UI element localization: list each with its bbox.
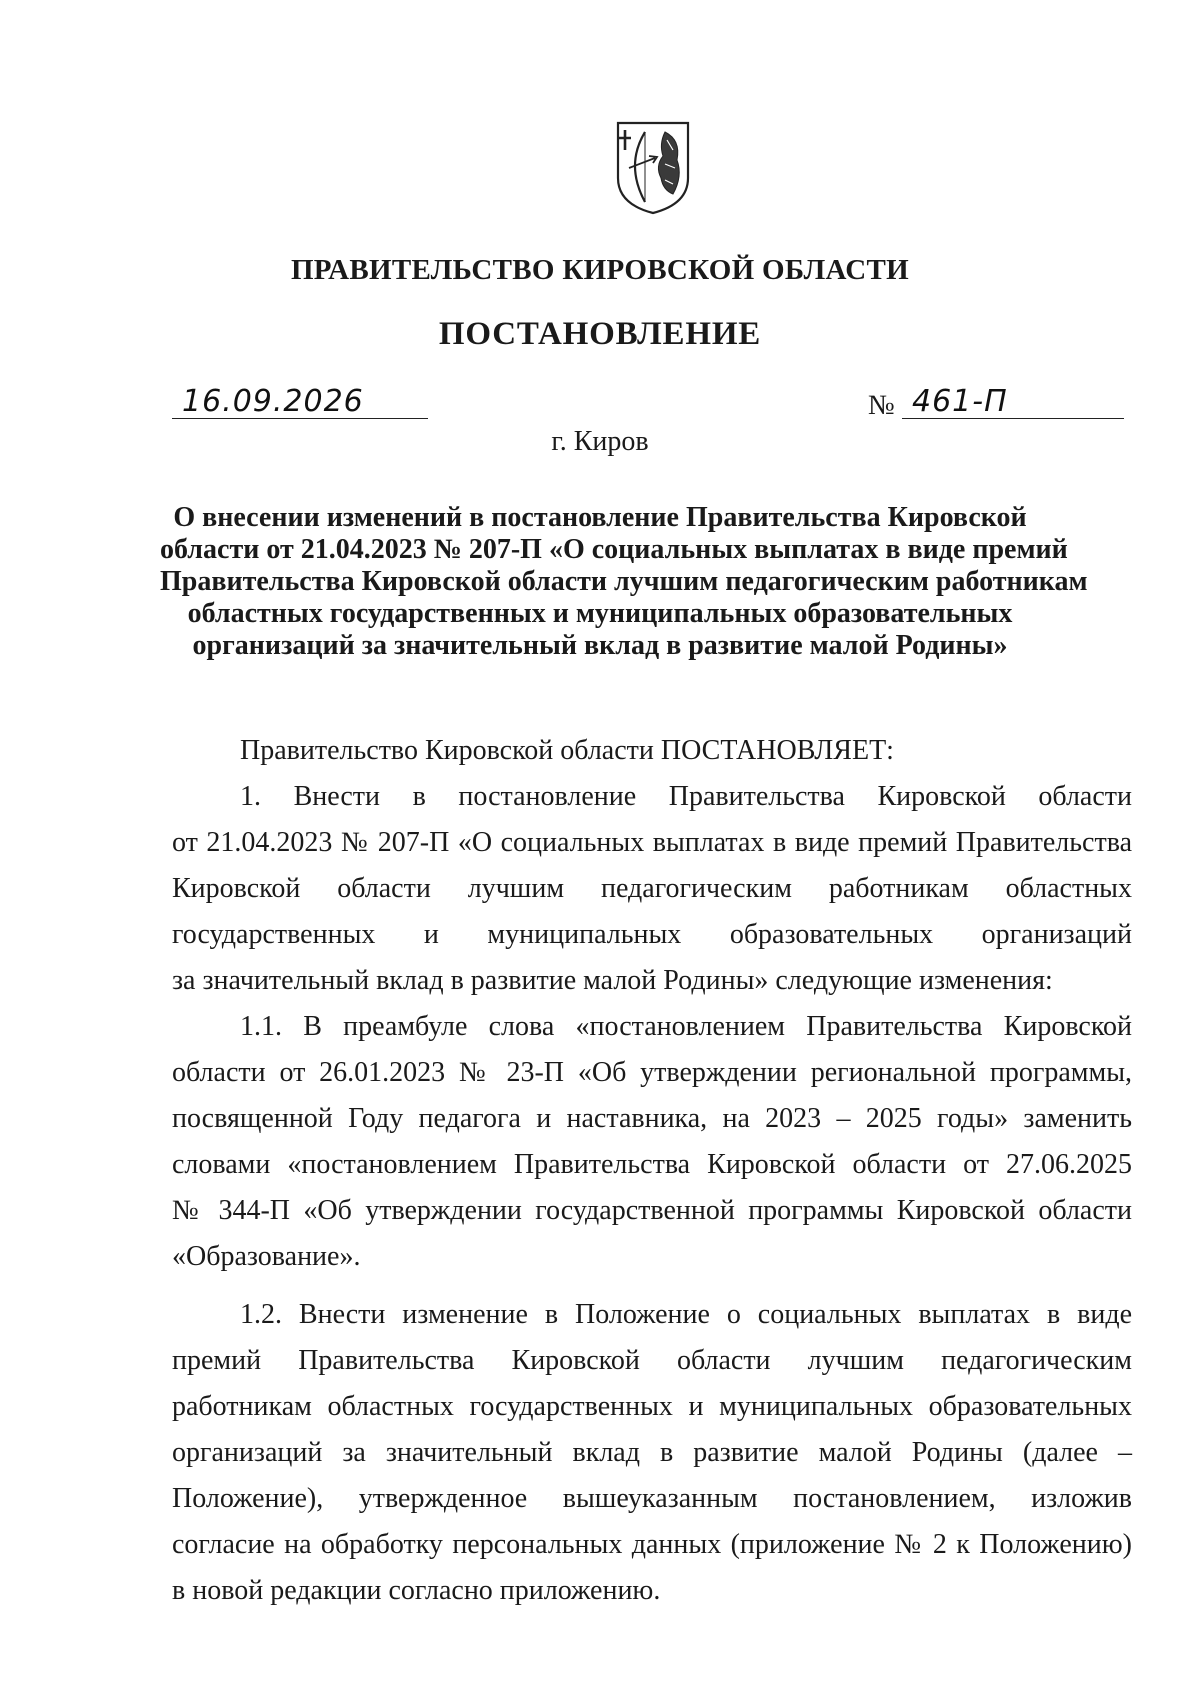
text-line: словами «постановлением Правительства Кировской области от 27.06.2025: [172, 1149, 1132, 1180]
city: г. Киров: [551, 426, 649, 457]
text-line: премий Правительства Кировской области лучшим педагогическим: [172, 1345, 1132, 1376]
document-number: 461-П: [912, 384, 1008, 419]
text-line: Кировской области лучшим педагогическим работникам областных: [172, 873, 1132, 904]
text-line: государственных и муниципальных образовательных организаций: [172, 919, 1132, 950]
document-body: [172, 728, 1132, 1614]
number-sign: №: [868, 390, 895, 421]
text-line: работникам областных государственных и муниципальных образовательных: [172, 1391, 1132, 1422]
number-underline: [902, 418, 1124, 419]
text-line: № 344-П «Об утверждении государственной программы Кировской области: [172, 1195, 1132, 1226]
document-type-title: ПОСТАНОВЛЕНИЕ: [438, 316, 762, 352]
text-line: за значительный вклад в развитие малой Родины» следующие изменения:: [172, 965, 1053, 996]
text-line: 1.2. Внести изменение в Положение о социальных выплатах в виде: [240, 1299, 1132, 1330]
date-underline: [172, 418, 428, 419]
text-line: в новой редакции согласно приложению.: [172, 1575, 661, 1606]
subject-line: О внесении изменений в постановление Правительства Кировской: [173, 502, 1027, 533]
subject-line: организаций за значительный вклад в развитие малой Родины»: [192, 630, 1008, 661]
text-line: Правительство Кировской области ПОСТАНОВЛЯЕТ:: [240, 735, 894, 766]
text-line: Положение), утвержденное вышеуказанным постановлением, изложив: [172, 1483, 1132, 1514]
intro-paragraph: [172, 728, 1132, 774]
subject-line: областных государственных и муниципальных образовательных: [187, 598, 1013, 629]
subject-line: Правительства Кировской области лучшим педагогическим работникам: [160, 566, 1088, 597]
paragraph-1-1: [172, 1004, 1132, 1280]
subject-line: области от 21.04.2023 № 207-П «О социальных выплатах в виде премий: [160, 534, 1068, 565]
paragraph-1: [172, 774, 1132, 1004]
kirov-coat-of-arms-icon: [615, 120, 691, 216]
text-line: от 21.04.2023 № 207-П «О социальных выплатах в виде премий Правительства: [172, 827, 1132, 858]
text-line: посвященной Году педагога и наставника, на 2023 – 2025 годы» заменить: [172, 1103, 1132, 1134]
text-line: «Образование».: [172, 1241, 361, 1272]
document-date: 16.09.2026: [182, 384, 364, 419]
text-line: 1.1. В преамбуле слова «постановлением Правительства Кировской: [240, 1011, 1132, 1042]
text-line: области от 26.01.2023 № 23-П «Об утверждении региональной программы,: [172, 1057, 1132, 1088]
text-line: согласие на обработку персональных данных (приложение № 2 к Положению): [172, 1529, 1132, 1560]
organization-title: ПРАВИТЕЛЬСТВО КИРОВСКОЙ ОБЛАСТИ: [290, 254, 910, 286]
paragraph-1-2: [172, 1292, 1132, 1614]
text-line: организаций за значительный вклад в развитие малой Родины (далее –: [172, 1437, 1132, 1468]
text-line: 1. Внести в постановление Правительства Кировской области: [240, 781, 1132, 812]
document-subject: [160, 502, 1088, 662]
